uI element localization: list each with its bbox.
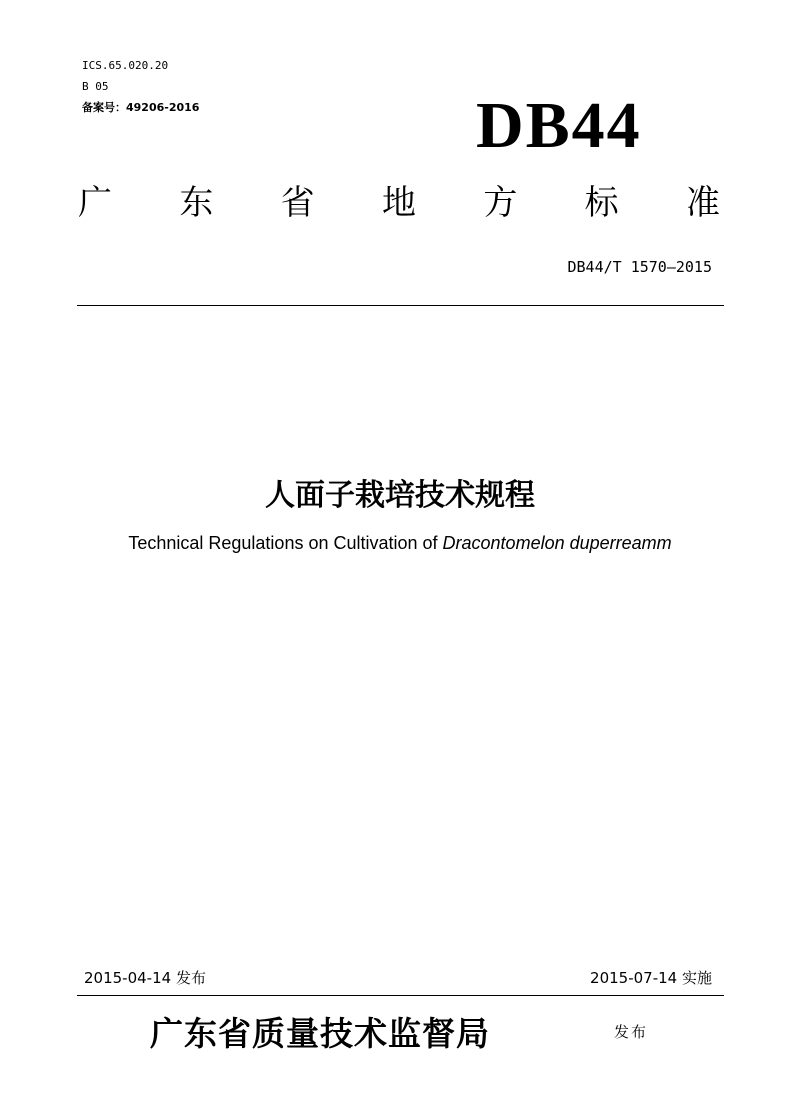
ics-code: ICS.65.020.20 [82,59,169,72]
implement-date: 2015-07-14 实施 [590,969,712,987]
standard-type-char: 省 [280,183,315,223]
bottom-divider [77,995,724,996]
standard-type-char: 东 [179,183,214,223]
standard-type-heading [78,180,720,226]
document-title-cn: 人面子栽培技术规程 [265,478,535,513]
document-title-en [0,533,800,554]
record-label: 备案号： [82,101,126,114]
standard-type-char: 地 [381,183,416,223]
top-divider [77,305,724,306]
record-number-line [82,99,199,117]
issue-label: 发布 [614,1023,649,1041]
standard-type-char: 准 [685,183,720,223]
ccs-code: B 05 [82,80,109,93]
standard-type-char: 标 [584,183,619,223]
standard-type-char: 方 [483,183,518,223]
issuing-authority: 广东省质量技术监督局 [150,1014,490,1053]
standard-type-char: 广 [78,183,112,223]
db44-logo: DB44 [476,89,642,162]
record-number: 49206-2016 [126,101,200,114]
standard-code: DB44/T 1570—2015 [567,258,712,276]
title-en-prefix: Technical Regulations on Cultivation of [128,533,443,553]
title-en-species: Dracontomelon duperreamm [442,533,672,553]
issue-date: 2015-04-14 发布 [84,969,206,987]
